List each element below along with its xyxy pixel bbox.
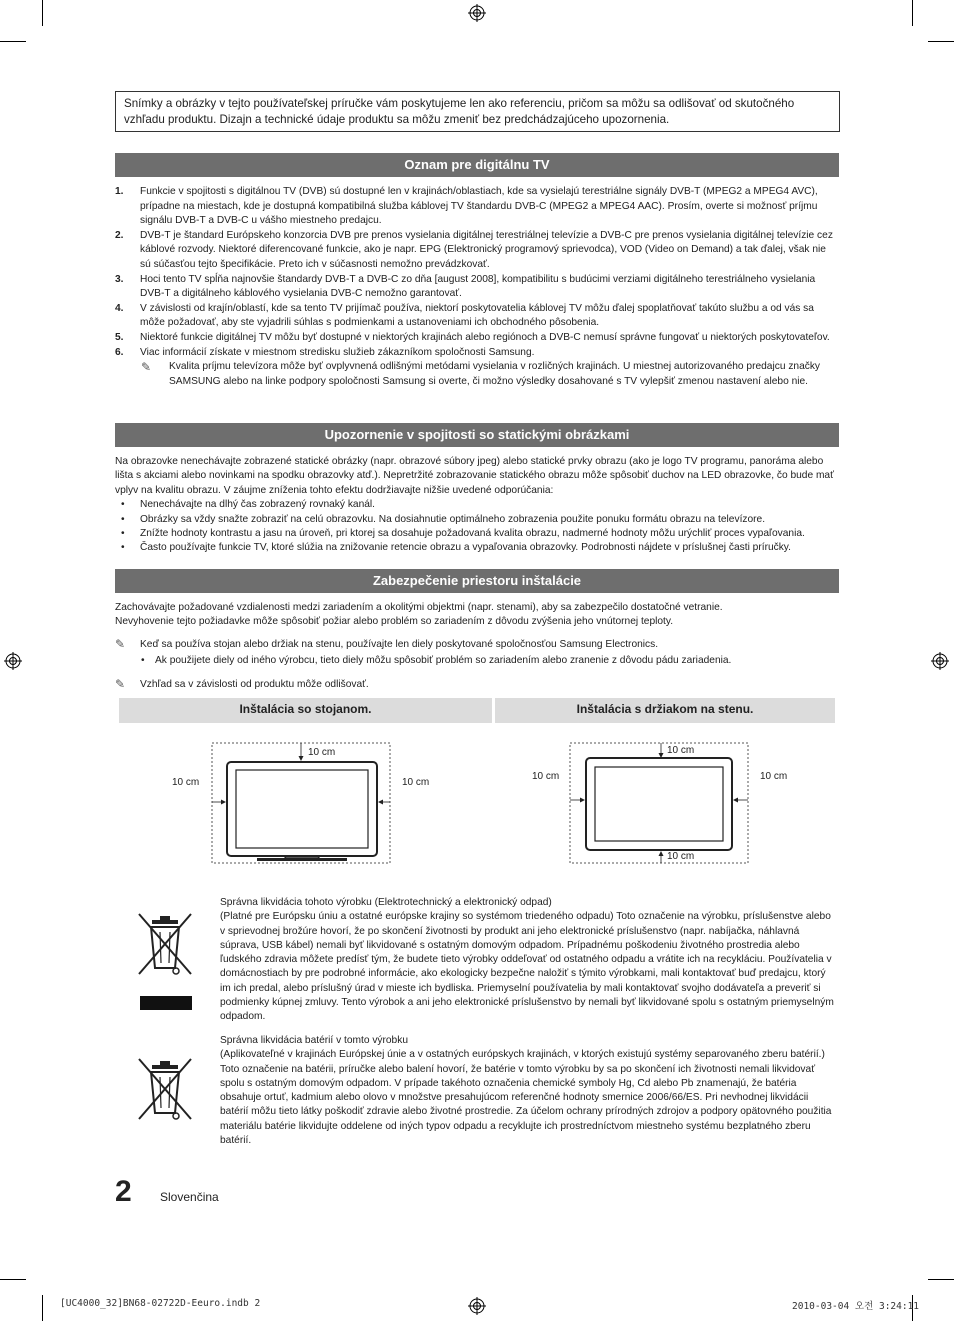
note-text: Kvalita príjmu televízora môže byť ovplyvnená odlišnými metódami vysielania v rozličných krajinách. U miestnej autorizovaného predajcu značky SAMSUNG alebo na linke podpory spoločnosti Samsung si overte, či možno výsledky dosahované s TV vylepšiť zmenou nastavení alebo nie. bbox=[169, 361, 821, 387]
product-disposal-text bbox=[220, 896, 835, 1025]
wall-install-title: Inštalácia s držiakom na stenu. bbox=[495, 698, 835, 723]
bullet-item: • Znížte hodnoty kontrastu a jasu na úroveň, pri ktorej sa dosahuje požadovaná kvalita obrazu, nadmerné hodnoty môžu urýchliť proces vypaľovania. bbox=[115, 527, 839, 541]
registration-mark-icon bbox=[468, 1297, 486, 1315]
product-disposal-body: (Platné pre Európsku úniu a ostatné európske krajiny so systémom triedeného odpadu) Toto označenie na výrobku, príslušenstve alebo v sprievodnej brožúre hovorí, že po skončení životnosti by produkt ani jeho elektronické príslušenstvo (napr. nabíjačka, náhlavná súprava, USB kábel) nemali byť likvidované s ostatným domovým odpadom. Prípadnému poškodeniu životného prostredia alebo ľudského zdravia môžete predísť tým, že budete tieto výrobky oddeľovať od ostatného odpadu a vrátite ich na recykláciu. Používatelia v domácnostiach by pre podrobné informácie, ako ekologicky bezpečne naložiť s týmito výrobkami, mali kontaktovať buď predajcu, ktorý im ich predal, alebo príslušný úrad v mieste ich bydliska. Priemyselní používatelia by mali kontaktovať svojho dodávateľa a preveriť si podmienky kúpnej zmluvy. Tento výrobok a ani jeho elektronické príslušenstvo by nemali byť likvidované spolu s ostatným priemyselným odpadom. bbox=[220, 911, 834, 1023]
distance-label-left: 10 cm bbox=[532, 771, 560, 782]
install-intro-1: Zachovávajte požadované vzdialenosti medzi zariadením a okolitými objektmi (napr. stenami), aby sa zabezpečilo dostatočné vetranie. bbox=[115, 602, 723, 613]
note-pencil-icon: ✎ bbox=[115, 637, 126, 651]
distance-label-right: 10 cm bbox=[402, 777, 430, 788]
item-text: Niektoré funkcie digitálnej TV môžu byť dostupné v niektorých krajinách alebo regiónoch a DVB-C nemusí správne fungovať u niektorých poskytovateľov. bbox=[140, 331, 830, 343]
crossed-bin-battery-icon bbox=[135, 1055, 197, 1130]
product-disposal-title: Správna likvidácia tohoto výrobku (Elektrotechnický a elektronický odpad) bbox=[220, 897, 552, 908]
distance-label-bottom: 10 cm bbox=[667, 851, 695, 862]
section-title-installation: Zabezpečenie priestoru inštalácie bbox=[115, 569, 839, 593]
list-item bbox=[115, 346, 839, 361]
footer-timestamp: 2010-03-04 오전 3:24:11 bbox=[792, 1301, 920, 1312]
list-item bbox=[115, 331, 839, 346]
item-text: DVB-T je štandard Európskeho konzorcia DVB pre prenos vysielania digitálnej terestriálnej televízie a DVB-C pre prenos vysielania digitálnej televízie cez káblové rozvody. Niektoré diferencované funkcie, ako je napr. EPG (Elektronický programový sprievodca), VOD (Video on Demand) a tak ďalej, však nie sú súčasťou tejto špecifikácie. Preto ich v súčasnosti nemožno prevádzkovať. bbox=[140, 229, 833, 270]
crop-mark bbox=[928, 41, 954, 42]
section-title-static-images: Upozornenie v spojitosti so statickými obrázkami bbox=[115, 423, 839, 447]
list-item bbox=[115, 302, 839, 331]
wall-install-diagram bbox=[520, 730, 810, 870]
item-text: Viac informácií získate v miestnom stredisku služieb zákazníkom spoločnosti Samsung. bbox=[140, 346, 535, 358]
installation-note-2 bbox=[115, 678, 839, 692]
crop-mark bbox=[0, 1279, 26, 1280]
crop-mark bbox=[42, 1295, 43, 1321]
footer-file-info: [UC4000_32]BN68-02722D-Eeuro.indb 2 bbox=[60, 1298, 261, 1309]
note-pencil-icon: ✎ bbox=[115, 677, 126, 691]
crop-mark bbox=[42, 0, 43, 26]
bullet-item: • Nenechávajte na dlhý čas zobrazený rovnaký kanál. bbox=[115, 498, 839, 512]
note-text: Vzhľad sa v závislosti od produktu môže odlišovať. bbox=[140, 679, 369, 690]
page-number: 2 bbox=[115, 1175, 132, 1208]
stand-install-title: Inštalácia so stojanom. bbox=[119, 698, 492, 723]
item-number: 6. bbox=[115, 346, 124, 358]
static-images-text bbox=[115, 455, 839, 556]
digital-tv-list bbox=[115, 185, 839, 389]
battery-disposal-text bbox=[220, 1034, 835, 1148]
battery-disposal-title: Správna likvidácia batérií v tomto výrobku bbox=[220, 1035, 408, 1046]
list-item bbox=[115, 273, 839, 302]
item-number: 2. bbox=[115, 229, 124, 241]
stand-install-diagram bbox=[160, 730, 450, 870]
item-number: 4. bbox=[115, 302, 124, 314]
list-item bbox=[115, 185, 839, 229]
item-number: 5. bbox=[115, 331, 124, 343]
registration-mark-icon bbox=[4, 652, 22, 670]
static-intro: Na obrazovke nenechávajte zobrazené statické obrázky (napr. obrazové súbory jpeg) alebo statické prvky obrazu (ako je logo TV programu, panoráma alebo lišta s akciami alebo novinkami na spodku obrazovky atď.). Nepretržité zobrazovanie statického obrazu môže spôsobiť duchov na LED obrazovke, čo bude mať vplyv na kvalitu obrazu. V záujme zníženia tohto efektu dodržiavajte nižšie uvedené odporúčania: bbox=[115, 456, 834, 496]
distance-label-right: 10 cm bbox=[760, 771, 788, 782]
bullet-icon: • bbox=[141, 655, 145, 667]
section-title-digital-tv: Oznam pre digitálnu TV bbox=[115, 153, 839, 177]
bullet-item: • Často používajte funkcie TV, ktoré slúžia na znižovanie retencie obrazu a vypaľovania obrazovky. Podrobnosti nájdete v príslušnej časti príručky. bbox=[115, 541, 839, 555]
crop-mark bbox=[928, 1279, 954, 1280]
registration-mark-icon bbox=[931, 652, 949, 670]
note-pencil-icon: ✎ bbox=[141, 360, 152, 375]
disclaimer-box: Snímky a obrázky v tejto používateľskej príručke vám poskytujeme len ako referenciu, pričom sa môžu sa odlišovať od skutočného vzhľadu produktu. Dizajn a technické údaje produktu sa môžu zmeniť bez predchádzajúceho upozornenia. bbox=[115, 91, 840, 132]
installation-text bbox=[115, 601, 839, 630]
installation-note-1 bbox=[115, 638, 839, 669]
item-number: 3. bbox=[115, 273, 124, 285]
page-language: Slovenčina bbox=[160, 1190, 219, 1204]
note-sub-text: Ak použijete diely od iného výrobcu, tieto diely môžu spôsobiť problém so zariadením alebo zranenie z dôvodu pádu zariadenia. bbox=[155, 655, 732, 667]
crop-mark bbox=[912, 0, 913, 26]
crossed-bin-icon bbox=[135, 910, 197, 1015]
list-item bbox=[115, 229, 839, 273]
item-text: Hoci tento TV spĺňa najnovšie štandardy DVB-T a DVB-C zo dňa [august 2008], kompatibilitu s budúcimi verziami digitálneho terestriálneho vysielania DVB-T a digitálneho káblového vysielania DVB-C nemožno garantovať. bbox=[140, 273, 816, 300]
crop-mark bbox=[0, 41, 26, 42]
battery-disposal-body: (Aplikovateľné v krajinách Európskej únie a v ostatných európskych krajinách, v ktorých existujú systémy separovaného zberu batérií.) Toto označenie na batérii, príručke alebo balení hovorí, že batérie v tomto výrobku by sa po skončení ich životnosti nemali likvidovať spolu s ostatným domovým odpadom. V prípade takéhoto označenia chemické symboly Hg, Cd alebo Pb znamenajú, že batéria obsahuje ortuť, kadmium alebo olovo v množstve presahujúcom referenčné hodnoty smernice 2006/66/ES. Pri nevhodnej likvidácii batérií môžu tieto látky poškodiť zdravie alebo životné prostredie. Za účelom ochrany prírodných zdrojov a podpory opätovného použitia materiálu batérie likvidujte oddelene od iných typov odpadu a recyklujte ich prostredníctvom miestneho systému bezplatného zberu batérií. bbox=[220, 1049, 832, 1147]
install-intro-2: Nevyhovenie tejto požiadavke môže spôsobiť požiar alebo problém so zariadením z dôvodu zvýšenia jeho vnútornej teploty. bbox=[115, 616, 674, 628]
item-text: Funkcie v spojitosti s digitálnou TV (DVB) sú dostupné len v krajinách/oblastiach, kde sa vysielajú terestriálne signály DVB-T (MPEG2 a MPEG4 AVC), prípadne na miestach, kde je dostupná kompatibilná služba káblovej TV štandardu DVB-C (MPEG2 a MPEG4 AAC). Prosím, overte si možnosť príjmu signálu DVB-T a DVB-C u vášho miestneho predajcu. bbox=[140, 186, 818, 227]
note-text: Keď sa používa stojan alebo držiak na stenu, používajte len diely poskytované spoločnosťou Samsung Electronics. bbox=[140, 639, 659, 650]
item-text: V závislosti od krajín/oblastí, kde sa tento TV prijímač používa, niektorí poskytovatelia káblovej TV môžu ďalej spoplatňovať takúto službu a od vás sa môže požadovať, aby ste vyjadrili súhlas s podmienkami a ustanoveniami ich obchodného pôsobenia. bbox=[140, 302, 814, 329]
distance-label-left: 10 cm bbox=[172, 777, 200, 788]
registration-mark-icon bbox=[468, 4, 486, 22]
note bbox=[115, 360, 839, 389]
distance-label-top: 10 cm bbox=[308, 747, 336, 758]
distance-label-top: 10 cm bbox=[667, 745, 695, 756]
bullet-item: • Obrázky sa vždy snažte zobraziť na celú obrazovku. Na dosiahnutie optimálneho zobrazenia použite ponuku formátu obrazu na televízore. bbox=[115, 513, 839, 527]
item-number: 1. bbox=[115, 186, 124, 197]
